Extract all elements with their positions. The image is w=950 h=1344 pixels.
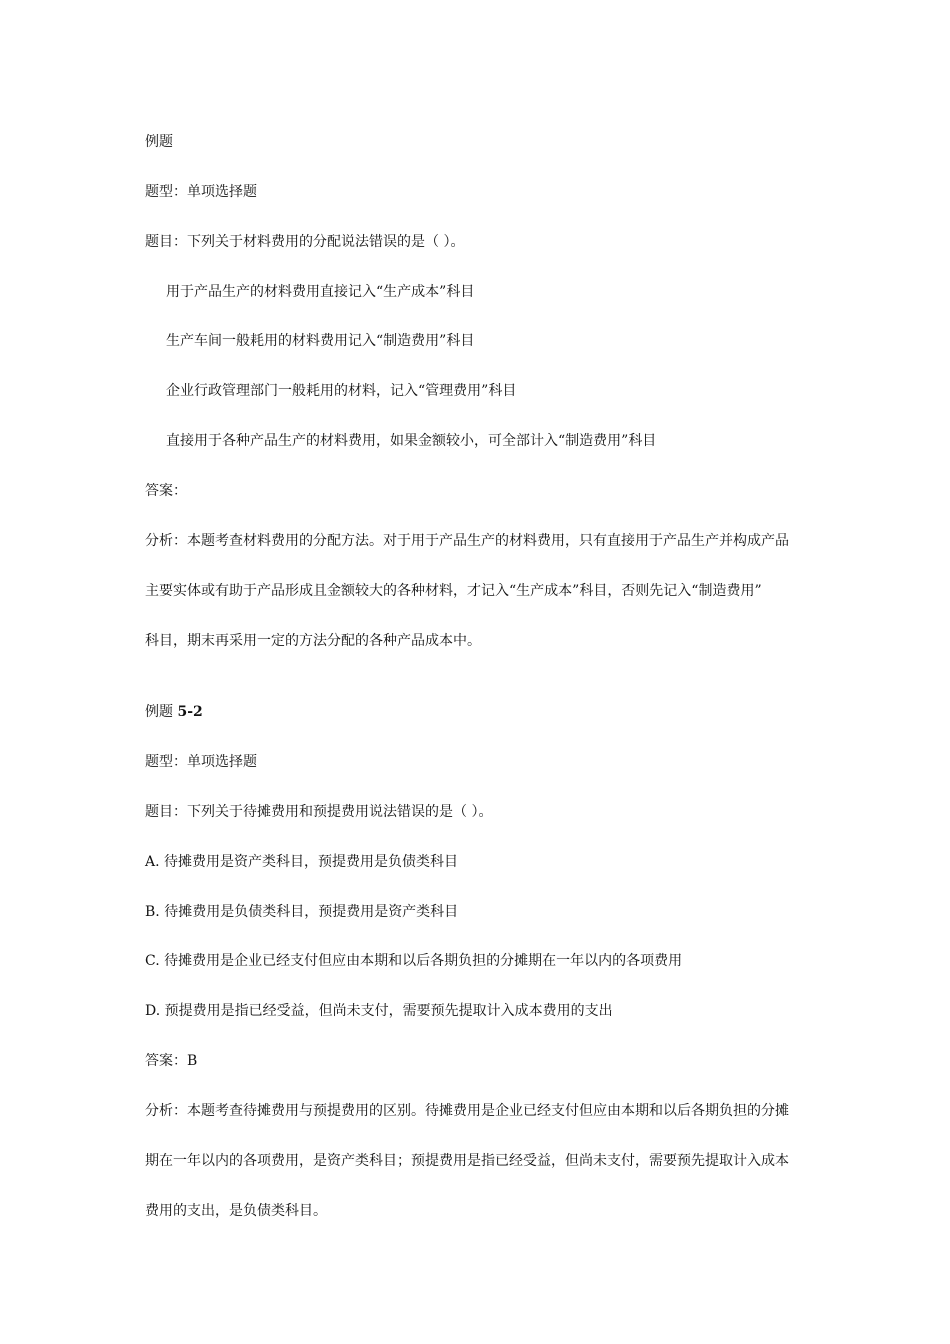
example2-answer: 答案：B	[145, 1053, 198, 1069]
example2-option-b: B. 待摊费用是负债类科目，预提费用是资产类科目	[145, 904, 459, 920]
example2-question-text: 题目：下列关于待摊费用和预提费用说法错误的是（ ）。	[145, 804, 493, 820]
example2-heading-label: 例题	[145, 704, 178, 720]
example1-option-3: 企业行政管理部门一般耗用的材料，记入“管理费用”科目	[166, 383, 517, 399]
example1-option-2: 生产车间一般耗用的材料费用记入“制造费用”科目	[166, 333, 475, 349]
example1-option-1: 用于产品生产的材料费用直接记入“生产成本”科目	[166, 284, 475, 300]
example1-analysis-line-3: 科目，期末再采用一定的方法分配的各种产品成本中。	[145, 633, 481, 649]
example2-heading	[145, 702, 203, 722]
example1-option-4: 直接用于各种产品生产的材料费用，如果金额较小，可全部计入“制造费用”科目	[166, 433, 657, 449]
example1-question-type: 题型：单项选择题	[145, 184, 257, 200]
example1-question-text: 题目：下列关于材料费用的分配说法错误的是（ ）。	[145, 234, 465, 250]
example2-option-d: D. 预提费用是指已经受益，但尚未支付，需要预先提取计入成本费用的支出	[145, 1003, 613, 1019]
example1-answer: 答案：	[145, 483, 187, 499]
example2-analysis-line-1: 分析：本题考查待摊费用与预提费用的区别。待摊费用是企业已经支付但应由本期和以后各期负担的分摊	[145, 1103, 789, 1119]
example1-analysis-line-1: 分析：本题考查材料费用的分配方法。对于用于产品生产的材料费用，只有直接用于产品生产并构成产品	[145, 533, 789, 549]
example1-analysis-line-2: 主要实体或有助于产品形成且金额较大的各种材料，才记入“生产成本”科目，否则先记入“制造费用”	[145, 583, 762, 599]
example1-heading: 例题	[145, 134, 173, 150]
example2-question-type: 题型：单项选择题	[145, 754, 257, 770]
example2-option-a: A. 待摊费用是资产类科目，预提费用是负债类科目	[145, 854, 459, 870]
example2-analysis-line-3: 费用的支出，是负债类科目。	[145, 1203, 327, 1219]
example2-option-c: C. 待摊费用是企业已经支付但应由本期和以后各期负担的分摊期在一年以内的各项费用	[145, 953, 683, 969]
example2-analysis-line-2: 期在一年以内的各项费用，是资产类科目；预提费用是指已经受益，但尚未支付，需要预先提取计入成本	[145, 1153, 789, 1169]
example2-heading-number: 5-2	[177, 704, 203, 720]
